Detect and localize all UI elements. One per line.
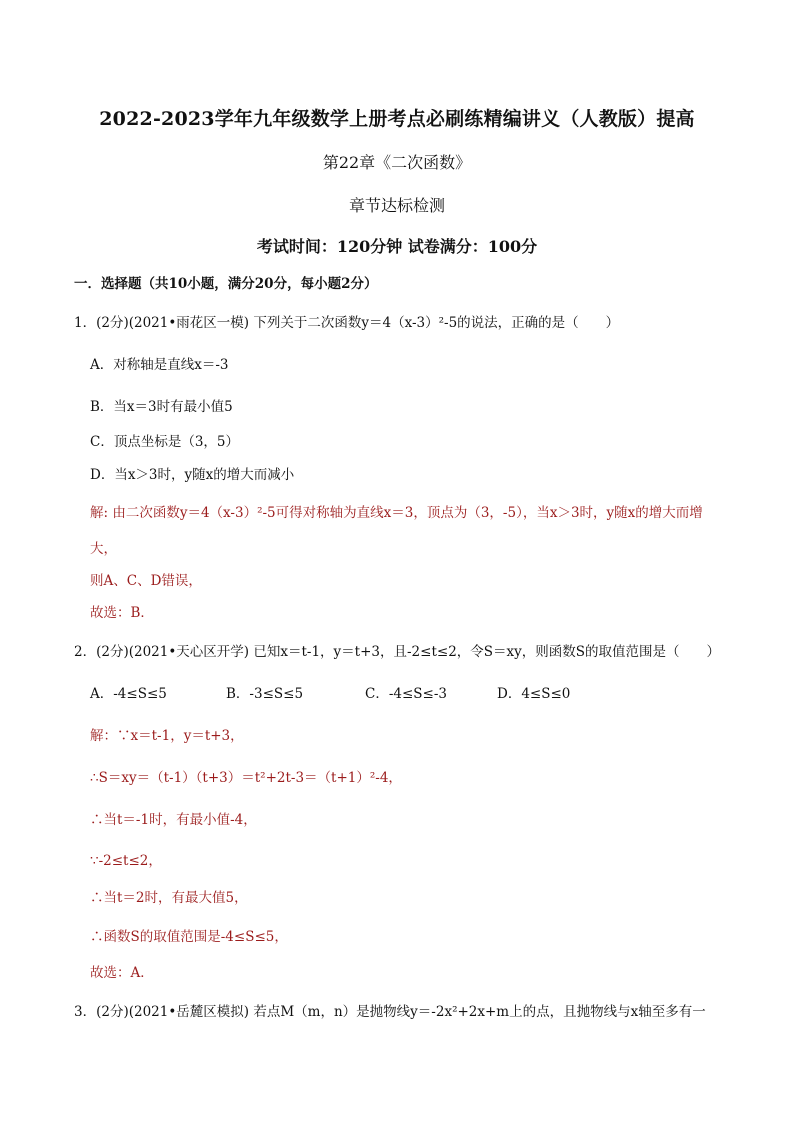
question-1-solution-line: 则A、C、D错误， bbox=[90, 573, 202, 589]
question-1-option-a: A．对称轴是直线x＝-3 bbox=[90, 357, 229, 373]
question-1-solution-line: 大， bbox=[90, 541, 117, 557]
question-2-answer: 故选：A． bbox=[90, 965, 154, 981]
question-1-option-b: B．当x＝3时有最小值5 bbox=[90, 399, 233, 415]
question-2-solution-line: ∴函数S的取值范围是-4≤S≤5， bbox=[90, 929, 288, 945]
document-title: 2022-2023学年九年级数学上册考点必刷练精编讲义（人教版）提高 bbox=[99, 108, 695, 130]
question-1-answer: 故选：B． bbox=[90, 605, 154, 621]
question-2-option-c: C．-4≤S≤-3 bbox=[365, 686, 448, 702]
question-1-option-c: C．顶点坐标是（3，5） bbox=[90, 434, 240, 450]
question-2-solution-line: ∴S＝xy＝（t-1）（t+3）＝t²+2t-3＝（t+1）²-4， bbox=[90, 770, 402, 786]
question-2-solution-line: ∴当t＝2时，有最大值5， bbox=[90, 890, 248, 906]
document-subtitle: 章节达标检测 bbox=[348, 196, 445, 215]
section-heading: 一．选择题（共10小题，满分20分，每小题2分） bbox=[74, 276, 378, 292]
question-2-solution-line: 解：∵x＝t-1，y＝t+3， bbox=[90, 728, 244, 744]
question-3-stem: 3．(2分)(2021•岳麓区模拟) 若点M（m，n）是抛物线y＝-2x²+2x+m上的点，且抛物线与x轴至多有一 bbox=[74, 1004, 706, 1020]
question-2-option-d: D．4≤S≤0 bbox=[497, 686, 571, 702]
question-1-solution-line: 解: 由二次函数y＝4（x-3）²-5可得对称轴为直线x＝3，顶点为（3，-5），当x＞3时，y随x的增大而增 bbox=[90, 505, 703, 521]
chapter-title: 第22章《二次函数》 bbox=[322, 153, 472, 172]
question-2-stem: 2．(2分)(2021•天心区开学) 已知x＝t-1，y＝t+3，且-2≤t≤2，令S＝xy，则函数S的取值范围是（ ） bbox=[74, 644, 721, 660]
question-2-option-a: A．-4≤S≤5 bbox=[90, 686, 167, 702]
question-2-option-b: B．-3≤S≤5 bbox=[226, 686, 304, 702]
question-1-option-d: D．当x＞3时，y随x的增大而减小 bbox=[90, 467, 295, 483]
exam-info: 考试时间：120分钟 试卷满分：100分 bbox=[256, 237, 538, 256]
question-2-solution-line: ∴当t＝-1时，有最小值-4， bbox=[90, 812, 257, 828]
question-2-solution-line: ∵-2≤t≤2， bbox=[90, 853, 162, 869]
question-1-stem: 1．(2分)(2021•雨花区一模) 下列关于二次函数y＝4（x-3）²-5的说法，正确的是（ ） bbox=[74, 315, 620, 331]
